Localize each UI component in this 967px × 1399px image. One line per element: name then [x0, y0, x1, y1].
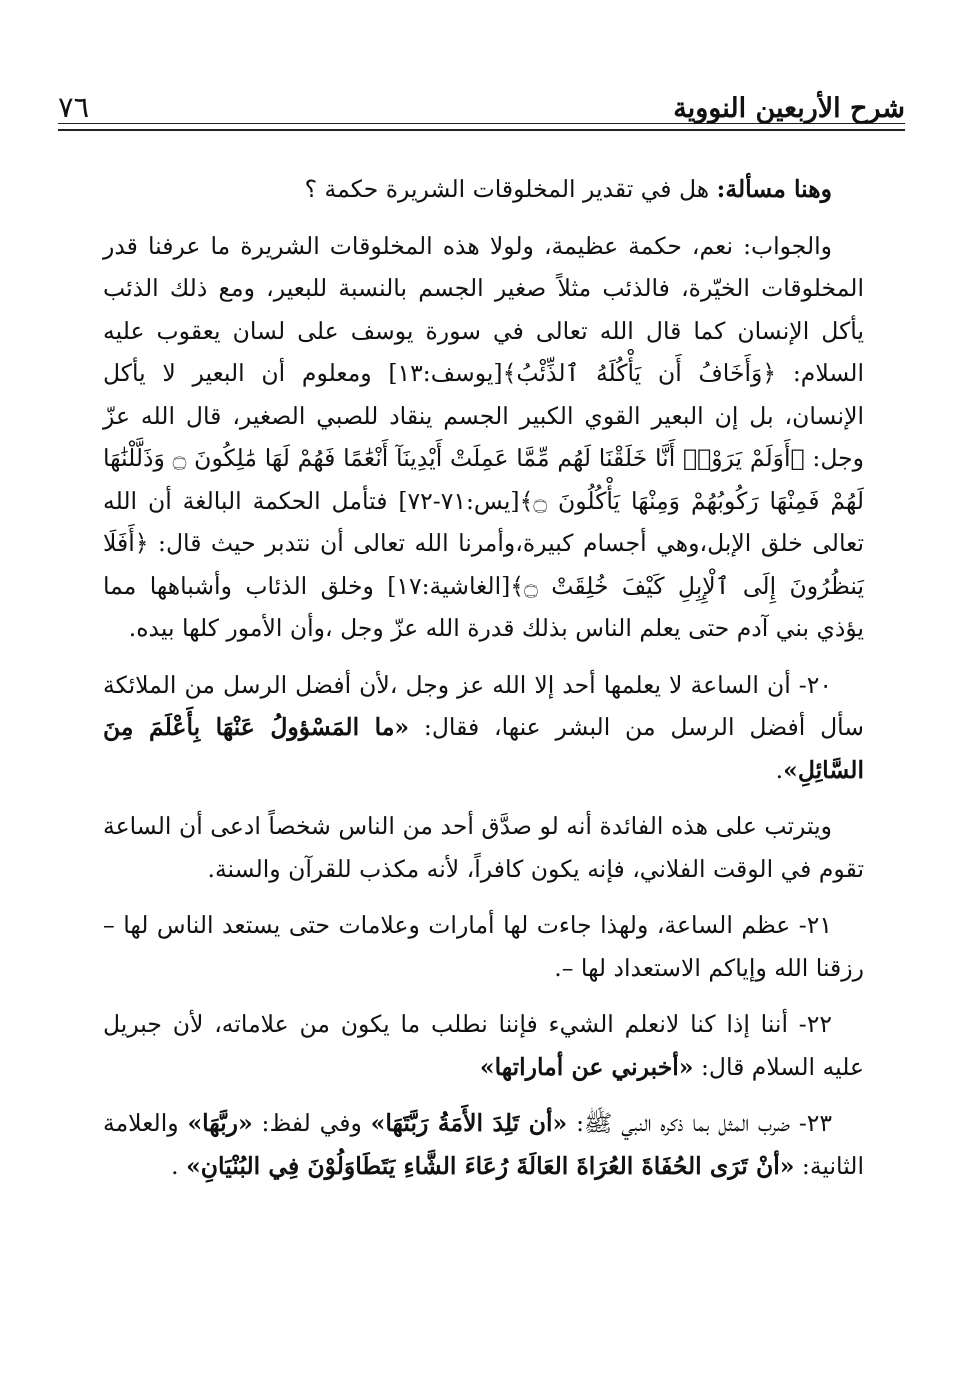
paragraph-point-22 [103, 1003, 864, 1088]
consequence-text: ويترتب على هذه الفائدة أنه لو صدَّق أحد من الناس شخصاً ادعى أن الساعة تقوم في الوقت الفلاني، فإنه يكون كافراً، لأنه مكذب للقرآن والسنة. [103, 812, 864, 883]
answer-text-b: [يوسف:١٣] ومعلوم أن البعير لا يأكل الإنسان، بل إن البعير القوي الكبير الجسم ينقاد للصبي الصغير، قال الله عزّ وجل: [103, 359, 864, 472]
paragraph-question [103, 168, 864, 211]
paragraph-answer [103, 225, 864, 650]
page-number: ٧٦ [58, 90, 90, 124]
hadith-quote-signs: «أخبرني عن أماراتها» [479, 1052, 694, 1081]
hadith-quote-asked: «ما المَسْؤولُ عَنْهَا بِأَعْلَمَ مِنَ السَّائِلِ» [103, 713, 864, 784]
answer-text-d: [الغاشية:١٧] وخلق الذئاب وأشباهها مما يؤذي بني آدم حتى يعلم الناس بذلك قدرة الله عزّ وجل ،وأن الأمور كلها بيده. [103, 571, 864, 642]
hadith-quote-barefoot: «أنْ تَرَى الحُفَاةَ العُرَاةَ العَالَةَ رُعَاءَ الشَّاءِ يَتَطَاوَلُوْنَ فِي البُنْيَانِ» [186, 1151, 795, 1180]
question-lead: وهنا مسألة: [716, 175, 832, 203]
point-22-text: ٢٢- أننا إذا كنا لانعلم الشيء فإننا نطلب ما يكون من علاماته، لأن جبريل عليه السلام قال: [103, 1010, 864, 1081]
paragraph-point-23 [103, 1102, 864, 1187]
point-23-end: . [171, 1151, 187, 1180]
point-20-text: ٢٠- أن الساعة لا يعلمها أحد إلا الله عز وجل ،لأن أفضل الرسل من الملائكة سأل أفضل الرسل من البشر عنها، فقال: [103, 670, 864, 741]
paragraph-consequence [103, 805, 864, 890]
hadith-quote-mistress: «أن تَلِدَ الأَمَةُ رَبَّتَهَا» [370, 1109, 568, 1137]
point-21-text: ٢١- عظم الساعة، ولهذا جاءت لها أمارات وعلامات حتى يستعد الناس لها – رزقنا الله وإياكم الاستعداد لها –. [103, 911, 864, 982]
point-23-text-a: ٢٣- ضرب المثل بما ذكره النبي ﷺ: [567, 1109, 833, 1137]
question-text: هل في تقدير المخلوقات الشريرة حكمة ؟ [304, 175, 717, 203]
answer-text-c: [يس:٧١-٧٢] فتأمل الحكمة البالغة أن الله تعالى خلق الإبل،وهي أجسام كبيرة،وأمرنا الله تعالى أن نتدبر حيث قال: [103, 486, 864, 557]
running-head [58, 82, 905, 122]
answer-text-a: والجواب: نعم، حكمة عظيمة، ولولا هذه المخلوقات الشريرة ما عرفنا قدر المخلوقات الخيّرة، فالذئب مثلاً صغير الجسم بالنسبة للبعير، ومع ذلك الذئب يأكل الإنسان كما قال الله تعالى في سورة يوسف على لسان يعقوب عليه السلام: [103, 231, 864, 387]
point-20-end: . [775, 755, 784, 784]
point-23-text-c: والعلامة الثانية: [103, 1109, 864, 1180]
quran-verse-yasin: ﴿أَوَلَمْ يَرَوْا۟ أَنَّا خَلَقْنَا لَهُم مِّمَّا عَمِلَتْ أَيْدِينَآ أَنْعَٰمًا فَهُمْ لَهَا مَٰلِكُونَ ۝ وَذَلَّلْنَٰهَا لَهُمْ فَمِنْهَا رَكُوبُهُمْ وَمِنْهَا يَأْكُلُونَ ۝﴾ [103, 444, 864, 515]
quran-verse-ghashiya: ﴿أَفَلَا يَنظُرُونَ إِلَى ٱلْإِبِلِ كَيْفَ خُلِقَتْ ۝﴾ [103, 529, 864, 600]
header-rule [58, 123, 905, 131]
page-body [103, 168, 864, 1201]
book-title: شرح الأربعين النووية [673, 93, 905, 124]
quran-verse-yusuf: ﴿وَأَخَافُ أَن يَأْكُلَهُ ٱلذِّئْبُ﴾ [502, 359, 777, 387]
hadith-quote-master: «ربَّهَا» [187, 1109, 253, 1137]
point-23-text-b: وفي لفظ: [252, 1109, 371, 1137]
paragraph-point-21 [103, 904, 864, 989]
paragraph-point-20 [103, 664, 864, 792]
